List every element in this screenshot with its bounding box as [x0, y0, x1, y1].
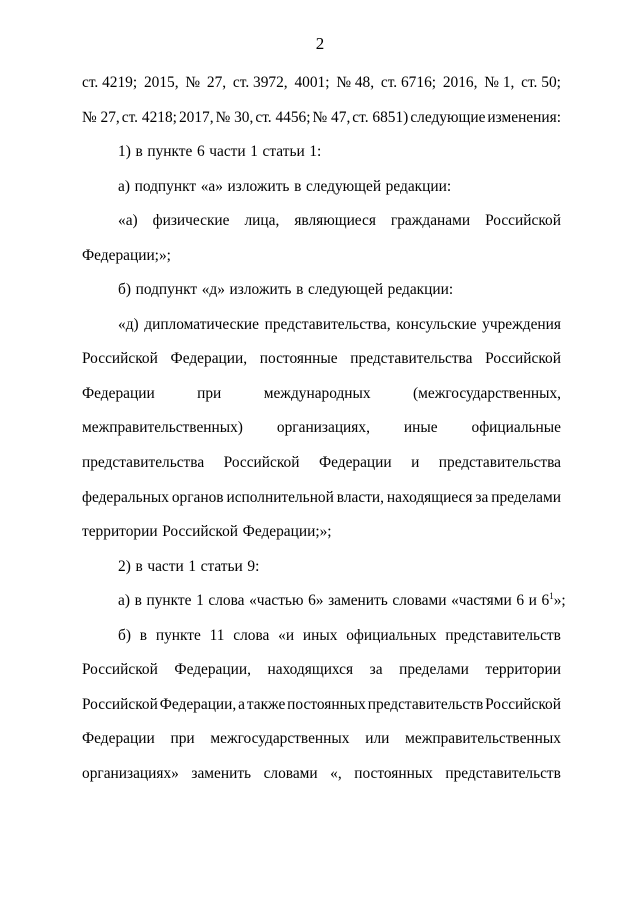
text-line — [82, 101, 561, 136]
word: также — [246, 695, 286, 713]
word: Российской — [82, 661, 158, 679]
text-line — [82, 653, 561, 688]
word: $6^1$»; — [541, 591, 566, 610]
word: власти, — [336, 488, 384, 506]
word: а) — [118, 177, 130, 195]
word: и — [528, 592, 537, 610]
text-line — [82, 170, 561, 205]
word: в — [296, 281, 304, 299]
word: в — [294, 177, 302, 195]
word: в — [135, 143, 143, 161]
word: Российской — [162, 523, 239, 541]
word: представительства — [350, 350, 473, 368]
word: подпункт — [134, 177, 197, 195]
word: учреждения — [482, 315, 561, 333]
word: 1 — [196, 592, 204, 610]
word: 2017, — [178, 108, 214, 126]
word: слова — [208, 592, 245, 610]
word: представительства, — [264, 315, 391, 333]
text-line — [82, 757, 561, 792]
word: статьи — [200, 557, 243, 575]
word: № 1, — [484, 74, 515, 91]
word: официальных — [346, 626, 437, 644]
word: ст. 3972, — [232, 74, 288, 91]
word: № — [185, 74, 201, 91]
word: 2) — [118, 557, 131, 575]
word: «частями — [451, 592, 512, 610]
word: пределами — [491, 488, 561, 506]
text-line — [82, 342, 561, 377]
word: находящиеся — [386, 488, 473, 506]
word: физические — [152, 212, 230, 230]
word: № 30, — [215, 108, 254, 126]
page-number: 2 — [315, 34, 325, 53]
word: федеральных — [82, 488, 169, 506]
word: постоянные — [259, 350, 338, 368]
word: (межгосударственных, — [413, 384, 561, 402]
word: 2015, — [143, 74, 179, 91]
text-line — [82, 308, 561, 343]
word: пункте — [146, 592, 192, 610]
word-tail: »; — [553, 592, 566, 610]
superscript: 1 — [549, 591, 554, 602]
word: «д) — [118, 315, 139, 333]
word: редакции: — [385, 177, 452, 195]
word: Российской — [485, 350, 561, 368]
word: слова — [233, 626, 270, 644]
word: иные — [403, 419, 438, 437]
word: при — [170, 730, 195, 748]
word: органов — [171, 488, 224, 506]
text-line — [82, 584, 566, 619]
word: ст. 6851) — [352, 108, 409, 126]
word: Федерации;»; — [82, 246, 171, 264]
text-line — [82, 377, 561, 412]
word: заменить — [328, 592, 388, 610]
word: следующей — [305, 177, 382, 195]
word: межгосударственных — [210, 730, 350, 748]
word: 6» — [308, 592, 324, 610]
word: или — [365, 730, 390, 748]
word: 1) — [118, 143, 131, 161]
word: № 47, — [312, 108, 351, 126]
word: 1 — [250, 143, 258, 161]
word: международных — [263, 384, 371, 402]
word: постоянных — [287, 695, 366, 713]
word: в — [135, 557, 143, 575]
word: Федерации, — [170, 350, 248, 368]
word: № 27, — [82, 108, 120, 126]
word: представительства — [438, 454, 561, 472]
text-line — [82, 481, 561, 516]
word: 11 — [209, 626, 225, 644]
word: части — [147, 557, 184, 575]
word: заменить — [191, 764, 252, 782]
text-line — [82, 66, 561, 101]
word: части — [209, 143, 246, 161]
word: представительства — [82, 454, 205, 472]
text-line — [82, 204, 561, 239]
word: межправительственных — [405, 730, 561, 748]
word: изменения: — [487, 108, 561, 126]
word: № 48, — [336, 74, 375, 91]
word: Федерации — [82, 384, 155, 402]
word: исполнительной — [226, 488, 334, 506]
word: «частью — [249, 592, 304, 610]
word: ст. 6716; — [380, 74, 437, 91]
word: ст. 50; — [521, 74, 561, 91]
word: «, — [330, 764, 342, 782]
word: 6 — [196, 143, 205, 161]
word: б) — [118, 281, 131, 299]
text-line — [82, 515, 561, 550]
word: ст. 4219; — [82, 74, 138, 91]
word: ст. 4218; — [121, 108, 177, 126]
word: Российской — [485, 212, 561, 230]
word: 4001; — [294, 74, 330, 91]
word: «д» — [201, 281, 225, 299]
word: Российской — [485, 695, 561, 713]
word: следующие — [410, 108, 486, 126]
word: иных — [302, 626, 338, 644]
text-line — [82, 135, 561, 170]
word: представительств — [445, 626, 561, 644]
word: являющиеся — [294, 212, 376, 230]
word: «и — [278, 626, 295, 644]
document-body — [82, 66, 566, 791]
word: территории — [485, 661, 561, 679]
word: 6 — [516, 592, 525, 610]
word: изложить — [227, 177, 290, 195]
word: пределами — [399, 661, 469, 679]
word: организациях, — [276, 419, 370, 437]
word: пункте — [147, 143, 193, 161]
word: межправительственных) — [82, 419, 243, 437]
text-line — [82, 446, 561, 481]
word: словами — [392, 592, 447, 610]
text-line — [82, 273, 561, 308]
word: представительств — [445, 764, 561, 782]
word: представительств — [367, 695, 484, 713]
word: «а» — [200, 177, 223, 195]
word: Российской — [82, 695, 158, 713]
word: в — [139, 626, 148, 644]
word: лица, — [244, 212, 280, 230]
word: и — [411, 454, 420, 472]
word: при — [197, 384, 222, 402]
word: организациях» — [82, 764, 179, 782]
text-line — [82, 722, 561, 757]
word: Федерации;»; — [242, 523, 332, 541]
text-line — [82, 411, 561, 446]
word: гражданами — [390, 212, 471, 230]
word: словами — [263, 764, 318, 782]
text-line — [82, 619, 561, 654]
word: 27, — [206, 74, 227, 91]
word: официальные — [471, 419, 561, 437]
word: б) — [118, 626, 131, 644]
word: следующей — [307, 281, 384, 299]
word: 9: — [247, 557, 260, 575]
word: изложить — [229, 281, 292, 299]
word: в — [134, 592, 142, 610]
word: Федерации, — [174, 661, 251, 679]
word: а) — [118, 592, 130, 610]
word: «а) — [118, 212, 138, 230]
word: 1 — [188, 557, 197, 575]
word: ст. 4456; — [255, 108, 311, 126]
word: за — [369, 661, 383, 679]
word: а — [238, 695, 245, 713]
word: 2016, — [442, 74, 478, 91]
word: подпункт — [135, 281, 198, 299]
word: находящихся — [267, 661, 354, 679]
word: территории — [82, 523, 158, 541]
word: Федерации, — [159, 695, 237, 713]
word: консульские — [396, 315, 477, 333]
word: за — [475, 488, 489, 506]
word: Федерации — [82, 730, 155, 748]
text-line — [82, 688, 561, 723]
word: статьи — [262, 143, 305, 161]
word: Федерации — [318, 454, 392, 472]
word: Российской — [223, 454, 300, 472]
word: пункте — [155, 626, 201, 644]
word: 1: — [309, 143, 322, 161]
word: редакции: — [387, 281, 454, 299]
text-line — [82, 550, 561, 585]
word: Российской — [82, 350, 158, 368]
word: дипломатические — [144, 315, 259, 333]
word: постоянных — [354, 764, 433, 782]
text-line — [82, 239, 561, 274]
